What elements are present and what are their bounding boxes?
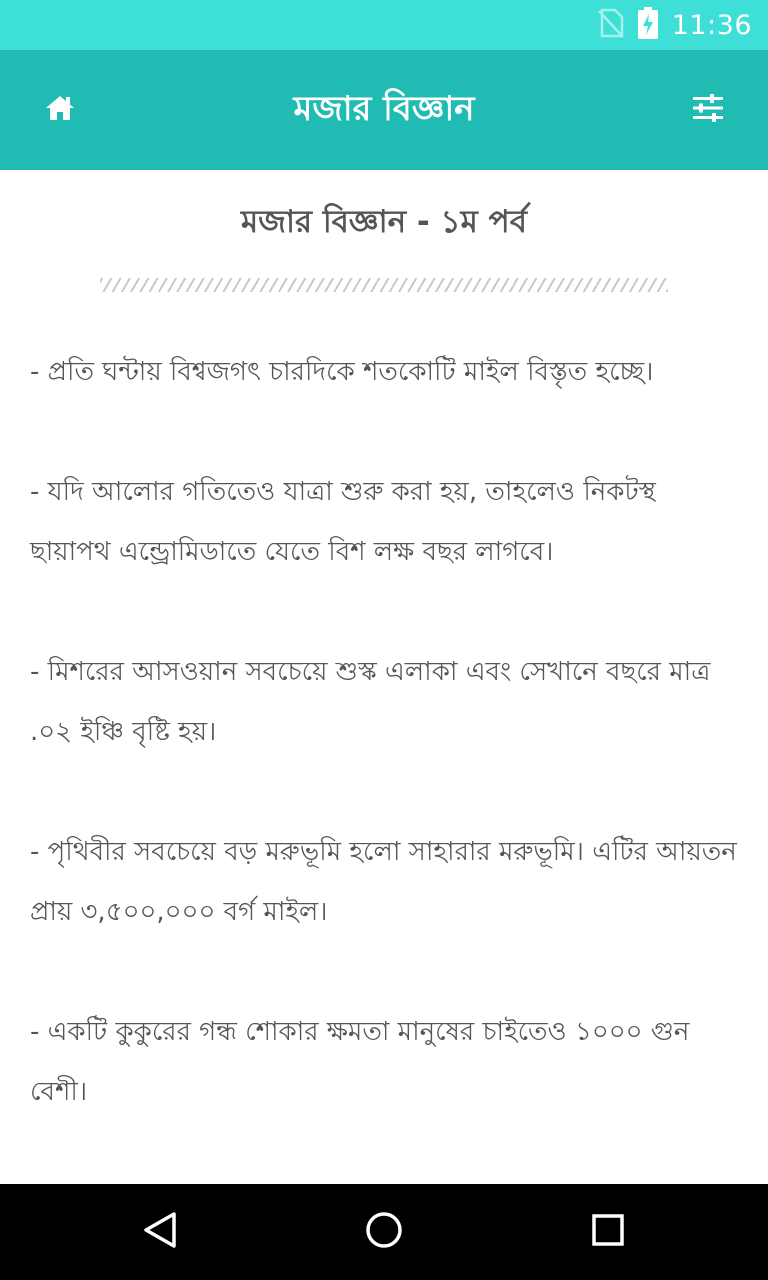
article-title: মজার বিজ্ঞান - ১ম পর্ব (241, 204, 527, 240)
fact-paragraph: - যদি আলোর গতিতেও যাত্রা শুরু করা হয়, তাহলেও নিকটস্থ ছায়াপথ এন্ড্রোমিডাতে যেতে বিশ লক্ষ বছর লাগবে। (30, 477, 656, 567)
back-triangle-icon (140, 1210, 180, 1254)
article-content[interactable] (0, 170, 768, 1184)
status-bar (0, 0, 768, 50)
app-bar (0, 50, 768, 170)
fact-paragraph: - পৃথিবীর সবচেয়ে বড় মরুভূমি হলো সাহারার মরুভূমি। এটির আয়তন প্রায় ৩,৫০০,০০০ বর্গ মাইল। (30, 837, 737, 927)
status-time: 11:36 (671, 9, 752, 41)
article-body (30, 342, 742, 1182)
fact-paragraph: - একটি কুকুরের গন্ধ শোকার ক্ষমতা মানুষের চাইতেও ১০০০ গুন বেশী। (30, 1017, 690, 1107)
status-icons (598, 0, 752, 50)
sliders-icon (692, 93, 724, 127)
fact-paragraph: - মিশরের আসওয়ান সবচেয়ে শুস্ক এলাকা এবং সেখানে বছরে মাত্র .০২ ইঞ্চি বৃষ্টি হয়। (30, 657, 711, 747)
navigation-bar (0, 1184, 768, 1280)
recent-apps-button[interactable] (584, 1208, 632, 1256)
hatched-divider (100, 278, 668, 292)
recent-square-icon (588, 1210, 628, 1254)
home-icon (44, 94, 76, 126)
battery-charging-icon (638, 7, 658, 43)
home-circle-icon (364, 1210, 404, 1254)
no-sim-icon (598, 8, 624, 42)
back-button[interactable] (136, 1208, 184, 1256)
home-button[interactable] (40, 90, 80, 130)
nav-home-button[interactable] (360, 1208, 408, 1256)
settings-button[interactable] (688, 90, 728, 130)
fact-paragraph: - প্রতি ঘন্টায় বিশ্বজগৎ চারদিকে শতকোটি মাইল বিস্তৃত হচ্ছে। (30, 357, 654, 387)
app-title: মজার বিজ্ঞান (293, 89, 475, 129)
